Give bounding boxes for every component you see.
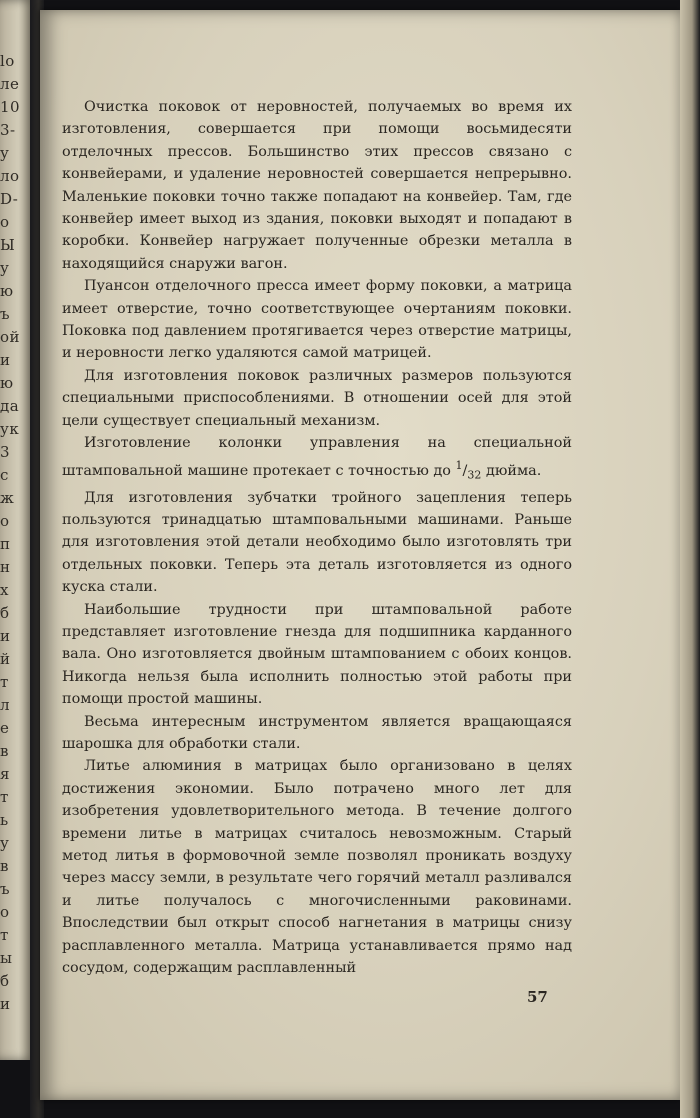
left-page-fragment: с: [0, 466, 9, 484]
paragraph: Очистка поковок от неровностей, получаемых во время их изготовления, совершается при помощи восьмидесяти отделочных прессов. Большинство этих прессов связано с конвейерами, и удаление неровностей совершается непрерывно. Маленькие поковки точно также попадают на конвейер. Там, где конвейер имеет выход из здания, поковки выходят и попадают в коробки. Конвейер нагружает полученные обрезки металла в находящийся снаружи вагон.: [62, 99, 572, 272]
left-page-fragment: п: [0, 535, 11, 553]
left-page-fragment: о: [0, 903, 10, 921]
fraction-denominator: 32: [467, 468, 482, 482]
left-page-fragment: у: [0, 259, 10, 277]
left-page-fragment: ъ: [0, 305, 11, 323]
left-page-fragment: 10: [0, 98, 21, 116]
left-page-fragment: 3: [0, 443, 11, 461]
left-page-fragment: т: [0, 788, 9, 806]
fraction-unit: дюйма.: [485, 462, 542, 479]
left-page-fragment: б: [0, 604, 10, 622]
left-page-fragment: да: [0, 397, 20, 415]
left-page-fragment: й: [0, 650, 11, 668]
left-page-fragment: у: [0, 834, 10, 852]
left-page-fragment: ю: [0, 282, 14, 300]
fraction-numerator: 1: [455, 458, 463, 472]
left-page-fragment: в: [0, 742, 9, 760]
paragraph-text: Изготовление колонки управления на специальной штамповальной машине протекает с точностью до: [62, 435, 572, 479]
paragraph: Для изготовления зубчатки тройного зацепления теперь пользуются тринадцатью штамповальными машинами. Раньше для изготовления этой детали необходимо было изготовлять три отдельных поковки. Теперь эта деталь изготовляется из одного куска стали.: [62, 489, 572, 596]
left-page-fragment: и: [0, 627, 11, 645]
left-page-fragment: у: [0, 144, 10, 162]
left-page-fragment: т: [0, 673, 9, 691]
left-page-fragment: ы: [0, 949, 13, 967]
left-page-fragment: х: [0, 581, 9, 599]
left-page-fragment: о: [0, 512, 10, 530]
left-page-fragment: б: [0, 972, 10, 990]
left-page-fragment: и: [0, 995, 11, 1013]
left-page-fragment: ь: [0, 811, 9, 829]
paragraph: Пуансон отделочного пресса имеет форму поковки, а матрица имеет отверстие, точно соответствующее очертаниям поковки. Поковка под давлением протягивается через отверстие матрицы, и неровности легко удаляются самой матрицей.: [62, 278, 572, 362]
left-page-fragment: ю: [0, 374, 14, 392]
left-page-fragment: л: [0, 696, 11, 714]
left-page-fragment: и: [0, 351, 11, 369]
left-page-fragment: lo: [0, 52, 15, 70]
left-page-fragment: е: [0, 719, 10, 737]
left-page-fragment: Ы: [0, 236, 16, 254]
page-stack-edge: [680, 0, 700, 1118]
paragraph: Для изготовления поковок различных размеров пользуются специальными приспособлениями. В отношении осей для этой цели существует специальный механизм.: [62, 367, 572, 429]
left-page-fragment: ъ: [0, 880, 11, 898]
page-text: [62, 96, 572, 980]
left-page-edge: [0, 0, 34, 1060]
left-page-fragment: ж: [0, 489, 15, 507]
left-page-fragment: ле: [0, 75, 20, 93]
left-page-fragment: т: [0, 926, 9, 944]
paragraph: Наибольшие трудности при штамповальной работе представляет изготовление гнезда для подшипника карданного вала. Оно изготовляется двойным штампованием с обоих концов. Никогда нельзя была исполнить полностью этой работы при помощи простой машины.: [62, 601, 572, 708]
page-number: 57: [527, 988, 548, 1006]
left-page-fragment: в: [0, 857, 9, 875]
left-page-fragment: 3-: [0, 121, 16, 139]
left-page-fragment: н: [0, 558, 11, 576]
left-page-fragment: я: [0, 765, 10, 783]
paragraph: Весьма интересным инструментом является вращающаяся шарошка для обработки стали.: [62, 713, 572, 753]
book-page: [40, 10, 680, 1100]
paragraph-with-fraction: Изготовление колонки управления на специальной штамповальной машине протекает с точностью до $^1/_{32}$ дюйма.: [62, 435, 572, 482]
left-page-fragment: о: [0, 213, 10, 231]
left-page-fragment: ой: [0, 328, 21, 346]
paragraph: Литье алюминия в матрицах было организовано в целях достижения экономии. Было потрачено много лет для изобретения удовлетворительного метода. В течение долгого времени литье в матрицах считалось невозможным. Старый метод литья в формовочной земле позволял проникать воздуху через массу земли, в результате чего горячий металл разливался и литье получалось с многочисленными раковинами. Впоследствии был открыт способ нагнетания в матрицы снизу расплавленного металла. Матрица устанавливается прямо над сосудом, содержащим расплавленный: [62, 758, 572, 977]
left-page-fragment: ук: [0, 420, 20, 438]
left-page-fragment: ло: [0, 167, 20, 185]
left-page-fragment: D-: [0, 190, 19, 208]
